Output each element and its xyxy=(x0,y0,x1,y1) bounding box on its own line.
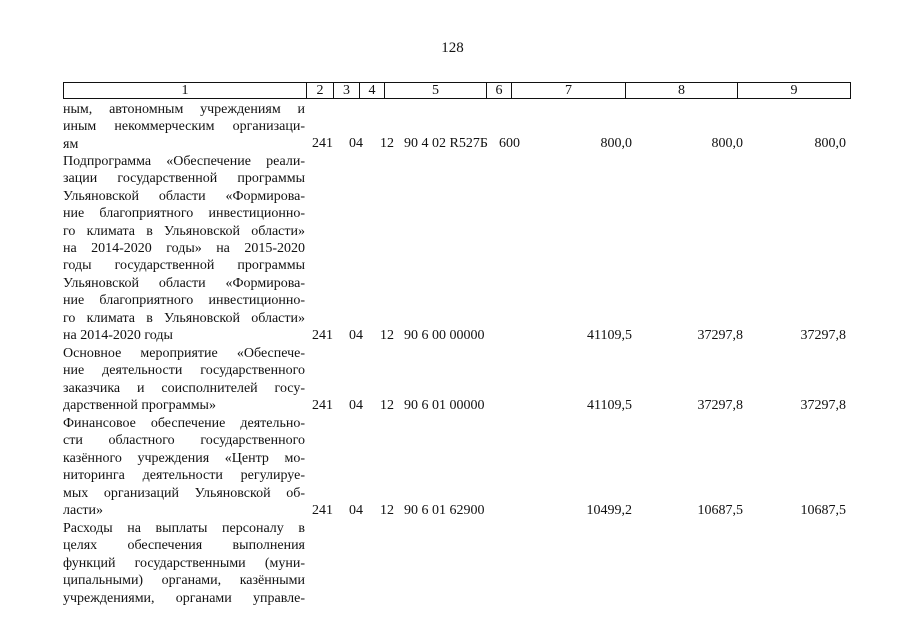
cell-value-7: 800,0 xyxy=(600,136,632,151)
cell-value-7: 10499,2 xyxy=(586,503,632,518)
cell-value-9: 800,0 xyxy=(814,136,846,151)
cell-code-2: 241 xyxy=(312,328,333,343)
header-col-6: 6 xyxy=(487,83,512,99)
cell-value-8: 37297,8 xyxy=(697,328,743,343)
cell-code-2: 241 xyxy=(312,136,333,151)
header-col-9: 9 xyxy=(738,83,851,99)
cell-code-5: 90 4 02 R527Б xyxy=(404,136,488,151)
table-row-description xyxy=(63,345,305,415)
description-line: ласти» xyxy=(63,502,104,518)
cell-code-6: 600 xyxy=(499,136,520,151)
cell-value-9: 37297,8 xyxy=(800,328,846,343)
cell-value-7: 41109,5 xyxy=(587,398,632,413)
cell-value-9: 37297,8 xyxy=(800,398,846,413)
description-line: ние благоприятного инвестиционно- xyxy=(63,293,305,309)
cell-value-8: 10687,5 xyxy=(697,503,743,518)
description-line: го климата в Ульяновской области» xyxy=(63,223,305,239)
cell-code-3: 04 xyxy=(349,398,363,413)
description-line: Подпрограмма «Обеспечение реали- xyxy=(63,154,305,169)
description-line: зации государственной программы xyxy=(63,171,305,187)
cell-code-5: 90 6 00 00000 xyxy=(404,328,485,343)
description-line: ным, автономным учреждениям и xyxy=(63,102,305,117)
description-line: мых организаций Ульяновской об- xyxy=(63,485,305,501)
table-row-description xyxy=(63,415,305,519)
description-line: целях обеспечения выполнения xyxy=(63,538,305,554)
cell-code-5: 90 6 01 00000 xyxy=(404,398,485,413)
description-line: Основное мероприятие «Обеспече- xyxy=(63,346,305,361)
description-line: на 2014-2020 годы» на 2015-2020 xyxy=(63,240,305,256)
header-col-8: 8 xyxy=(626,83,738,99)
description-line: иным некоммерческим организаци- xyxy=(63,119,305,135)
table-row-description xyxy=(63,520,305,607)
cell-value-7: 41109,5 xyxy=(587,328,632,343)
description-line: ниторинга деятельности регулируе- xyxy=(63,468,305,484)
table-row-description xyxy=(63,153,305,344)
description-line: заказчика и соисполнителей госу- xyxy=(63,380,305,396)
cell-code-4: 12 xyxy=(380,398,394,413)
cell-code-3: 04 xyxy=(349,503,363,518)
cell-code-3: 04 xyxy=(349,328,363,343)
description-line: ние деятельности государственного xyxy=(63,363,305,379)
table-header xyxy=(63,82,851,99)
description-line: Ульяновской области «Формирова- xyxy=(63,188,305,204)
description-line: Ульяновской области «Формирова- xyxy=(63,275,305,291)
header-col-3: 3 xyxy=(334,83,360,99)
description-line: Расходы на выплаты персоналу в xyxy=(63,521,305,536)
cell-value-8: 37297,8 xyxy=(697,398,743,413)
cell-code-4: 12 xyxy=(380,503,394,518)
cell-value-8: 800,0 xyxy=(711,136,743,151)
page-number: 128 xyxy=(441,40,464,56)
header-col-1: 1 xyxy=(64,83,307,99)
description-line: функций государственными (муни- xyxy=(63,555,305,571)
cell-code-4: 12 xyxy=(380,136,394,151)
table-row-description xyxy=(63,101,305,153)
cell-value-9: 10687,5 xyxy=(800,503,846,518)
cell-code-5: 90 6 01 62900 xyxy=(404,503,485,518)
description-line: ципальными) органами, казёнными xyxy=(63,573,305,589)
description-line: годы государственной программы xyxy=(63,258,305,274)
description-line: ям xyxy=(63,136,79,152)
description-line: сти областного государственного xyxy=(63,433,305,449)
cell-code-2: 241 xyxy=(312,398,333,413)
description-line: учреждениями, органами управле- xyxy=(63,590,305,606)
cell-code-4: 12 xyxy=(380,328,394,343)
cell-code-2: 241 xyxy=(312,503,333,518)
header-col-5: 5 xyxy=(385,83,487,99)
description-line: казённого учреждения «Центр мо- xyxy=(63,450,305,466)
header-col-2: 2 xyxy=(307,83,334,99)
description-line: на 2014-2020 годы xyxy=(63,327,173,343)
description-line: ние благоприятного инвестиционно- xyxy=(63,206,305,222)
description-line: Финансовое обеспечение деятельно- xyxy=(63,416,305,431)
description-line: го климата в Ульяновской области» xyxy=(63,310,305,326)
cell-code-3: 04 xyxy=(349,136,363,151)
header-col-4: 4 xyxy=(360,83,385,99)
description-line: дарственной программы» xyxy=(63,398,216,414)
header-col-7: 7 xyxy=(512,83,626,99)
